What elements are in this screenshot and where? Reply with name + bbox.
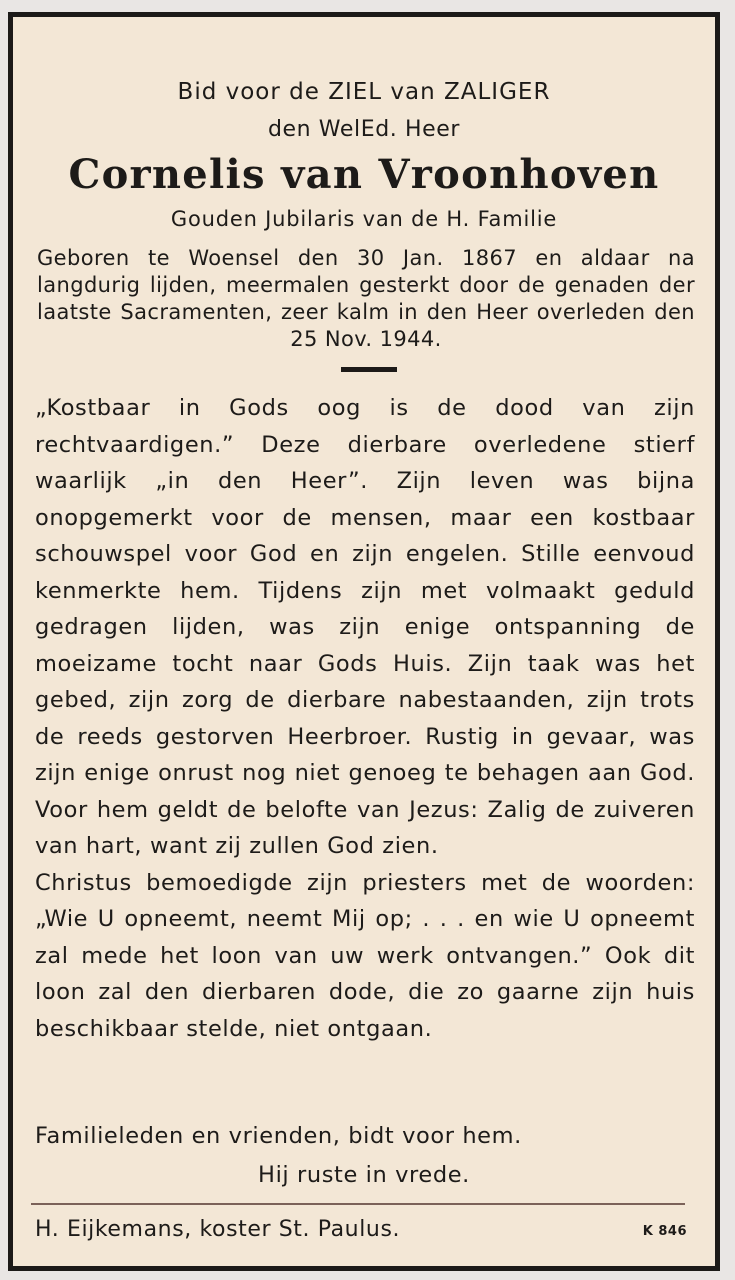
card-code: K 846 [642,1224,687,1239]
footer-rule [31,1203,685,1205]
prayer-line: Bid voor de ZIEL van ZALIGER [177,79,551,105]
rest-in-peace-line: Hij ruste in vrede. [258,1162,470,1188]
jubilee-line: Gouden Jubilaris van de H. Familie [170,207,558,231]
body-paragraph-2: Christus bemoedigde zijn priesters met de woorden: „Wie U opneemt, neemt Mij op; . . . en wie U opneemt zal mede het loon van uw werk ontvangen.” Ook dit loon zal den dierbaren dode, die zo gaarne zijn huis beschikbaar stelde, niet ontgaan. [35,869,695,1042]
memorial-card [8,12,720,1271]
closing-request: Familieleden en vrienden, bidt voor hem. [35,1123,522,1149]
memorial-body [35,390,695,1047]
body-paragraph-1: „Kostbaar in Gods oog is de dood van zijn rechtvaardigen.” Deze dierbare overledene stierf waarlijk „in den Heer”. Zijn leven was bijna onopgemerkt voor de mensen, maar een kostbaar schouwspel voor God en zijn engelen. Stille eenvoud kenmerkte hem. Tijdens zijn met volmaakt geduld gedragen lijden, was zijn enige ontspanning de moeizame tocht naar Gods Huis. Zijn taak was het gebed, zijn zorg de dierbare nabestaanden, zijn trots de reeds gestorven Heerbroer. Rustig in gevaar, was zijn enige onrust nog niet genoeg te behagen aan God. Voor hem geldt de belofte van Jezus: Zalig de zuiveren van hart, want zij zullen God zien. [35,395,695,859]
divider-rule [341,367,397,372]
biography-text: Geboren te Woensel den 30 Jan. 1867 en aldaar na langdurig lijden, meermalen gesterkt door de genaden der laatste Sacramenten, zeer kalm in den Heer overleden den 25 Nov. 1944. [37,246,695,351]
honorific-line: den WelEd. Heer [267,117,461,142]
deceased-name: Cornelis van Vroonhoven [68,151,660,198]
printer-credit: H. Eijkemans, koster St. Paulus. [35,1217,401,1242]
